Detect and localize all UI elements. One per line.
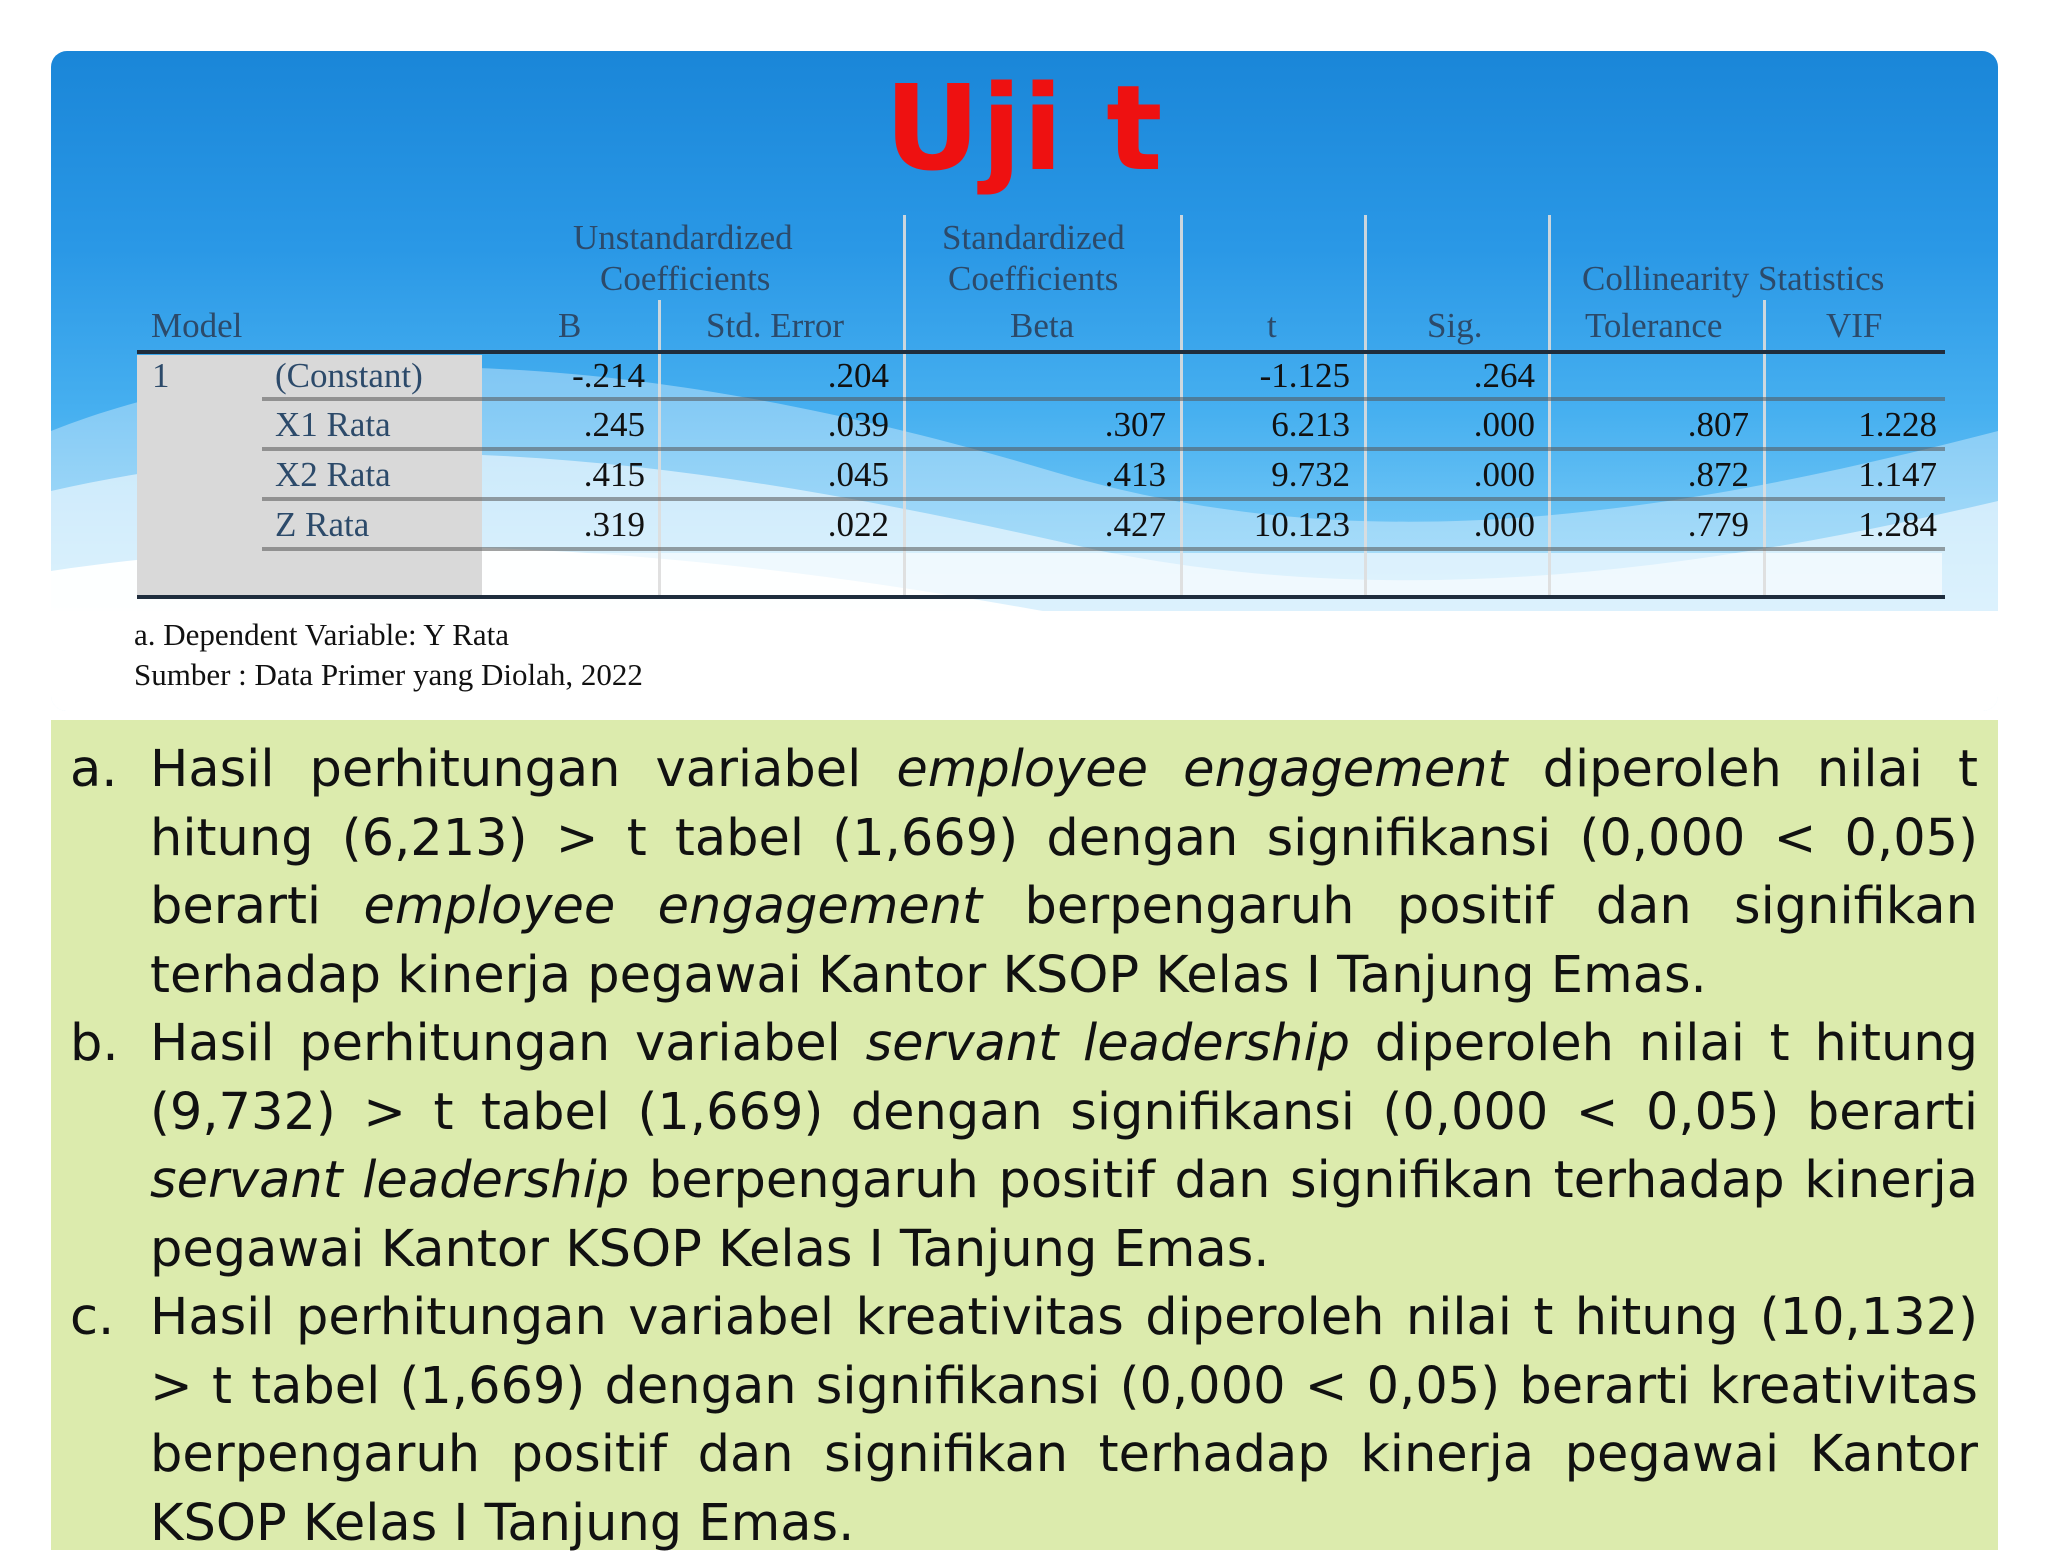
header-standardized-line2: Coefficients bbox=[948, 259, 1119, 298]
cell-vif: 1.228 bbox=[1858, 405, 1937, 444]
emphasis-term: employee engagement bbox=[896, 740, 1508, 799]
col-header-tolerance: Tolerance bbox=[1585, 306, 1723, 345]
text-run: berpengaruh positif dan signifikan terhadap kinerja pegawai Kantor KSOP Kelas I Tanjung Emas. bbox=[150, 877, 1978, 1005]
cell-se: .022 bbox=[827, 505, 889, 544]
row-label: X1 Rata bbox=[275, 405, 391, 444]
header-collinearity: Collinearity Statistics bbox=[1582, 259, 1885, 298]
model-number: 1 bbox=[152, 356, 170, 395]
text-run: diperoleh nilai t hitung (6,213) > t tabel (1,669) dengan signifikansi (0,000 < 0,05) berarti bbox=[150, 740, 1979, 936]
col-header-beta: Beta bbox=[1010, 306, 1075, 345]
header-standardized-line1: Standardized bbox=[942, 218, 1125, 257]
item-text bbox=[150, 1010, 1978, 1284]
item-marker: b. bbox=[70, 1014, 119, 1073]
cell-tol: .807 bbox=[1687, 405, 1749, 444]
cell-t: -1.125 bbox=[1259, 356, 1350, 395]
col-divider bbox=[1548, 215, 1551, 595]
row-label: X2 Rata bbox=[275, 455, 391, 494]
cell-b: -.214 bbox=[572, 356, 645, 395]
col-header-vif: VIF bbox=[1826, 306, 1883, 345]
cell-b: .415 bbox=[583, 455, 645, 494]
item-text bbox=[150, 1284, 1978, 1558]
col-header-t: t bbox=[1267, 306, 1277, 345]
emphasis-term: servant leadership bbox=[150, 1151, 630, 1210]
row-rule bbox=[262, 447, 1945, 451]
emphasis-term: servant leadership bbox=[865, 1014, 1350, 1073]
cell-sig: .000 bbox=[1473, 505, 1535, 544]
table-bottom-rule bbox=[137, 595, 1945, 599]
header-rule bbox=[137, 350, 1945, 354]
row-rule bbox=[262, 497, 1945, 501]
col-divider bbox=[1364, 215, 1367, 595]
cell-vif: 1.147 bbox=[1858, 455, 1937, 494]
text-run: Hasil perhitungan variabel bbox=[150, 740, 897, 799]
text-run: berpengaruh positif dan signifikan terhadap kinerja pegawai Kantor KSOP Kelas I Tanjung Emas. bbox=[150, 1151, 1978, 1279]
col-header-std-error: Std. Error bbox=[706, 306, 845, 345]
cell-sig: .000 bbox=[1473, 405, 1535, 444]
cell-beta: .413 bbox=[1104, 455, 1166, 494]
col-header-b: B bbox=[558, 306, 582, 345]
cell-b: .319 bbox=[583, 505, 645, 544]
text-run: Hasil perhitungan variabel kreativitas diperoleh nilai t hitung (10,132) > t tabel (1,669) dengan signifikansi (0,000 < 0,05) berarti kreativitas berpengaruh positif dan signifikan terhadap kinerja pegawai Kantor KSOP Kelas I Tanjung Emas. bbox=[150, 1288, 1978, 1553]
text-run: diperoleh nilai t hitung (9,732) > t tabel (1,669) dengan signifikansi (0,000 < 0,05) berarti bbox=[150, 1014, 1978, 1142]
header-unstandardized-line1: Unstandardized bbox=[573, 218, 793, 257]
col-header-model: Model bbox=[151, 306, 243, 345]
header-unstandardized-line2: Coefficients bbox=[600, 259, 771, 298]
item-text bbox=[150, 736, 1978, 1010]
cell-beta: .307 bbox=[1104, 405, 1166, 444]
cell-beta: .427 bbox=[1104, 505, 1166, 544]
cell-se: .204 bbox=[827, 356, 889, 395]
row-label: (Constant) bbox=[275, 356, 423, 395]
col-divider bbox=[1180, 215, 1183, 595]
row-rule bbox=[262, 547, 1945, 551]
cell-b: .245 bbox=[583, 405, 645, 444]
table-source: Sumber : Data Primer yang Diolah, 2022 bbox=[134, 657, 643, 692]
row-label: Z Rata bbox=[275, 505, 370, 544]
cell-t: 9.732 bbox=[1271, 455, 1350, 494]
blank-row-band bbox=[482, 553, 1942, 595]
item-marker: a. bbox=[70, 740, 118, 799]
cell-tol: .779 bbox=[1687, 505, 1749, 544]
cell-sig: .264 bbox=[1473, 356, 1535, 395]
row-rule bbox=[262, 397, 1945, 401]
cell-se: .039 bbox=[827, 405, 889, 444]
cell-t: 6.213 bbox=[1271, 405, 1350, 444]
cell-tol: .872 bbox=[1687, 455, 1749, 494]
item-marker: c. bbox=[70, 1288, 115, 1347]
col-header-sig: Sig. bbox=[1427, 306, 1483, 345]
col-divider bbox=[903, 215, 906, 595]
cell-sig: .000 bbox=[1473, 455, 1535, 494]
cell-se: .045 bbox=[827, 455, 889, 494]
emphasis-term: employee engagement bbox=[363, 877, 983, 936]
cell-t: 10.123 bbox=[1253, 505, 1350, 544]
table-footnote: a. Dependent Variable: Y Rata bbox=[134, 617, 510, 652]
page-title: Uji t bbox=[884, 59, 1164, 197]
text-run: Hasil perhitungan variabel bbox=[150, 1014, 866, 1073]
cell-vif: 1.284 bbox=[1858, 505, 1937, 544]
